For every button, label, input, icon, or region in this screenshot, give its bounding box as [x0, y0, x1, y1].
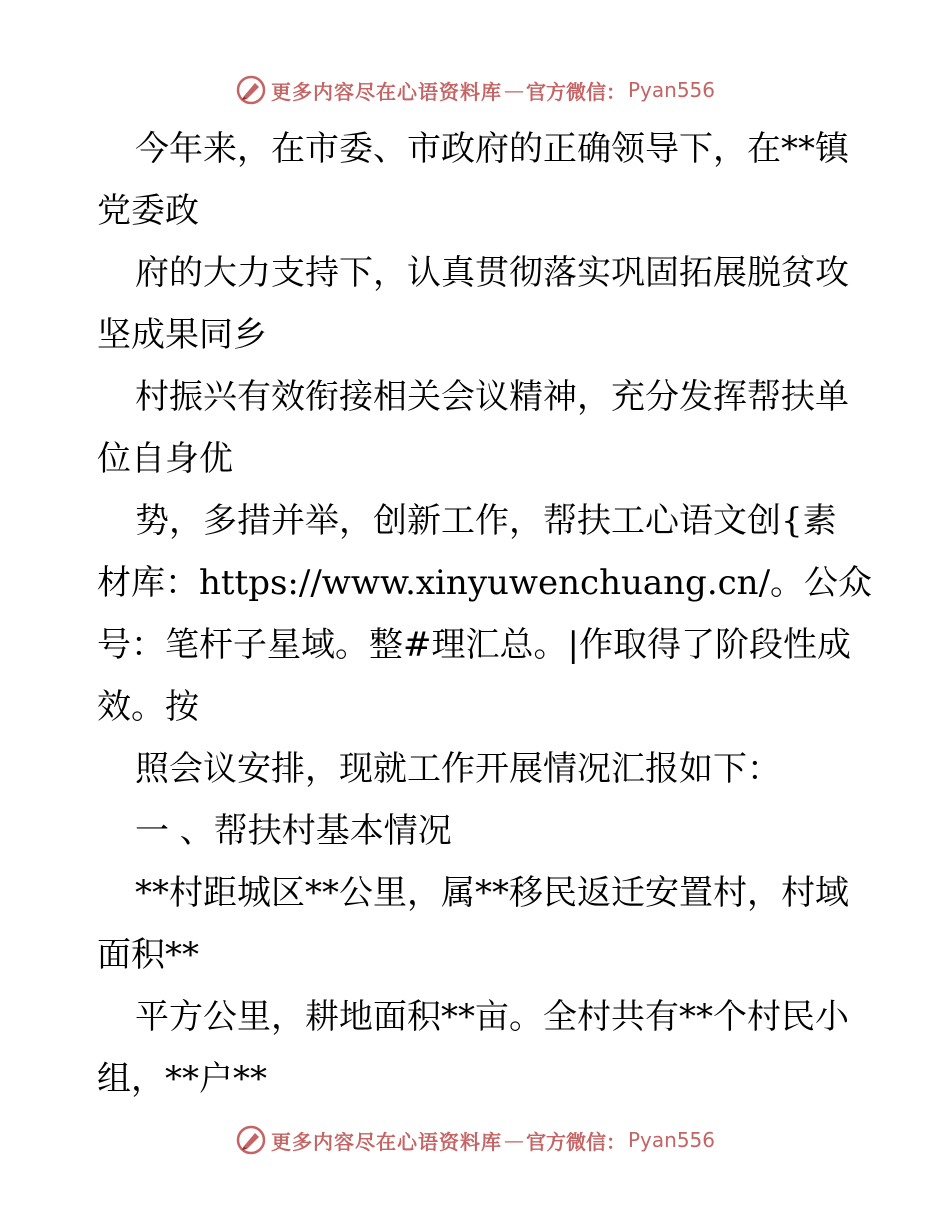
- wechat-label: 官方微信：: [525, 79, 626, 104]
- body-line: 村振兴有效衔接相关会议精神，充分发挥帮扶单: [135, 377, 849, 417]
- body-line: 面积**: [97, 935, 199, 975]
- body-line: 材库：https://www.xinyuwenchuang.cn/。公众: [97, 563, 873, 603]
- footer-watermark-banner: [0, 1120, 950, 1160]
- document-body: [97, 118, 873, 1110]
- body-line: 势，多措并举，创新工作，帮扶工心语文创{素: [135, 501, 837, 541]
- wechat-label: 官方微信：: [525, 1129, 626, 1154]
- body-line: 照会议安排，现就工作开展情况汇报如下：: [135, 749, 781, 789]
- body-line: 位自身优: [97, 439, 233, 479]
- body-line: **村距城区**公里，属**移民返迁安置村，村域: [135, 873, 849, 913]
- body-line: 府的大力支持下，认真贯彻落实巩固拓展脱贫攻: [135, 253, 849, 293]
- body-line: 组，**户**: [97, 1059, 267, 1099]
- section-heading: 一 、帮扶村基本情况: [135, 811, 452, 851]
- body-line: 坚成果同乡: [97, 315, 267, 355]
- header-watermark-banner: [0, 70, 950, 110]
- body-line: 今年来，在市委、市政府的正确领导下，在**镇: [135, 129, 849, 169]
- pen-nib-logo-icon: [235, 74, 267, 106]
- wechat-id: Pyan556: [627, 78, 715, 102]
- body-line: 党委政: [97, 191, 199, 231]
- site-slogan: 更多内容尽在心语资料库: [270, 1129, 502, 1154]
- banner-separator: —: [503, 78, 524, 102]
- body-line: 号：笔杆子星域。整#理汇总。|作取得了阶段性成: [97, 625, 851, 665]
- body-line: 平方公里，耕地面积**亩。全村共有**个村民小: [135, 997, 849, 1037]
- pen-nib-logo-icon: [235, 1124, 267, 1156]
- body-line: 效。按: [97, 687, 199, 727]
- banner-separator: —: [503, 1128, 524, 1152]
- site-slogan: 更多内容尽在心语资料库: [270, 79, 502, 104]
- wechat-id: Pyan556: [627, 1128, 715, 1152]
